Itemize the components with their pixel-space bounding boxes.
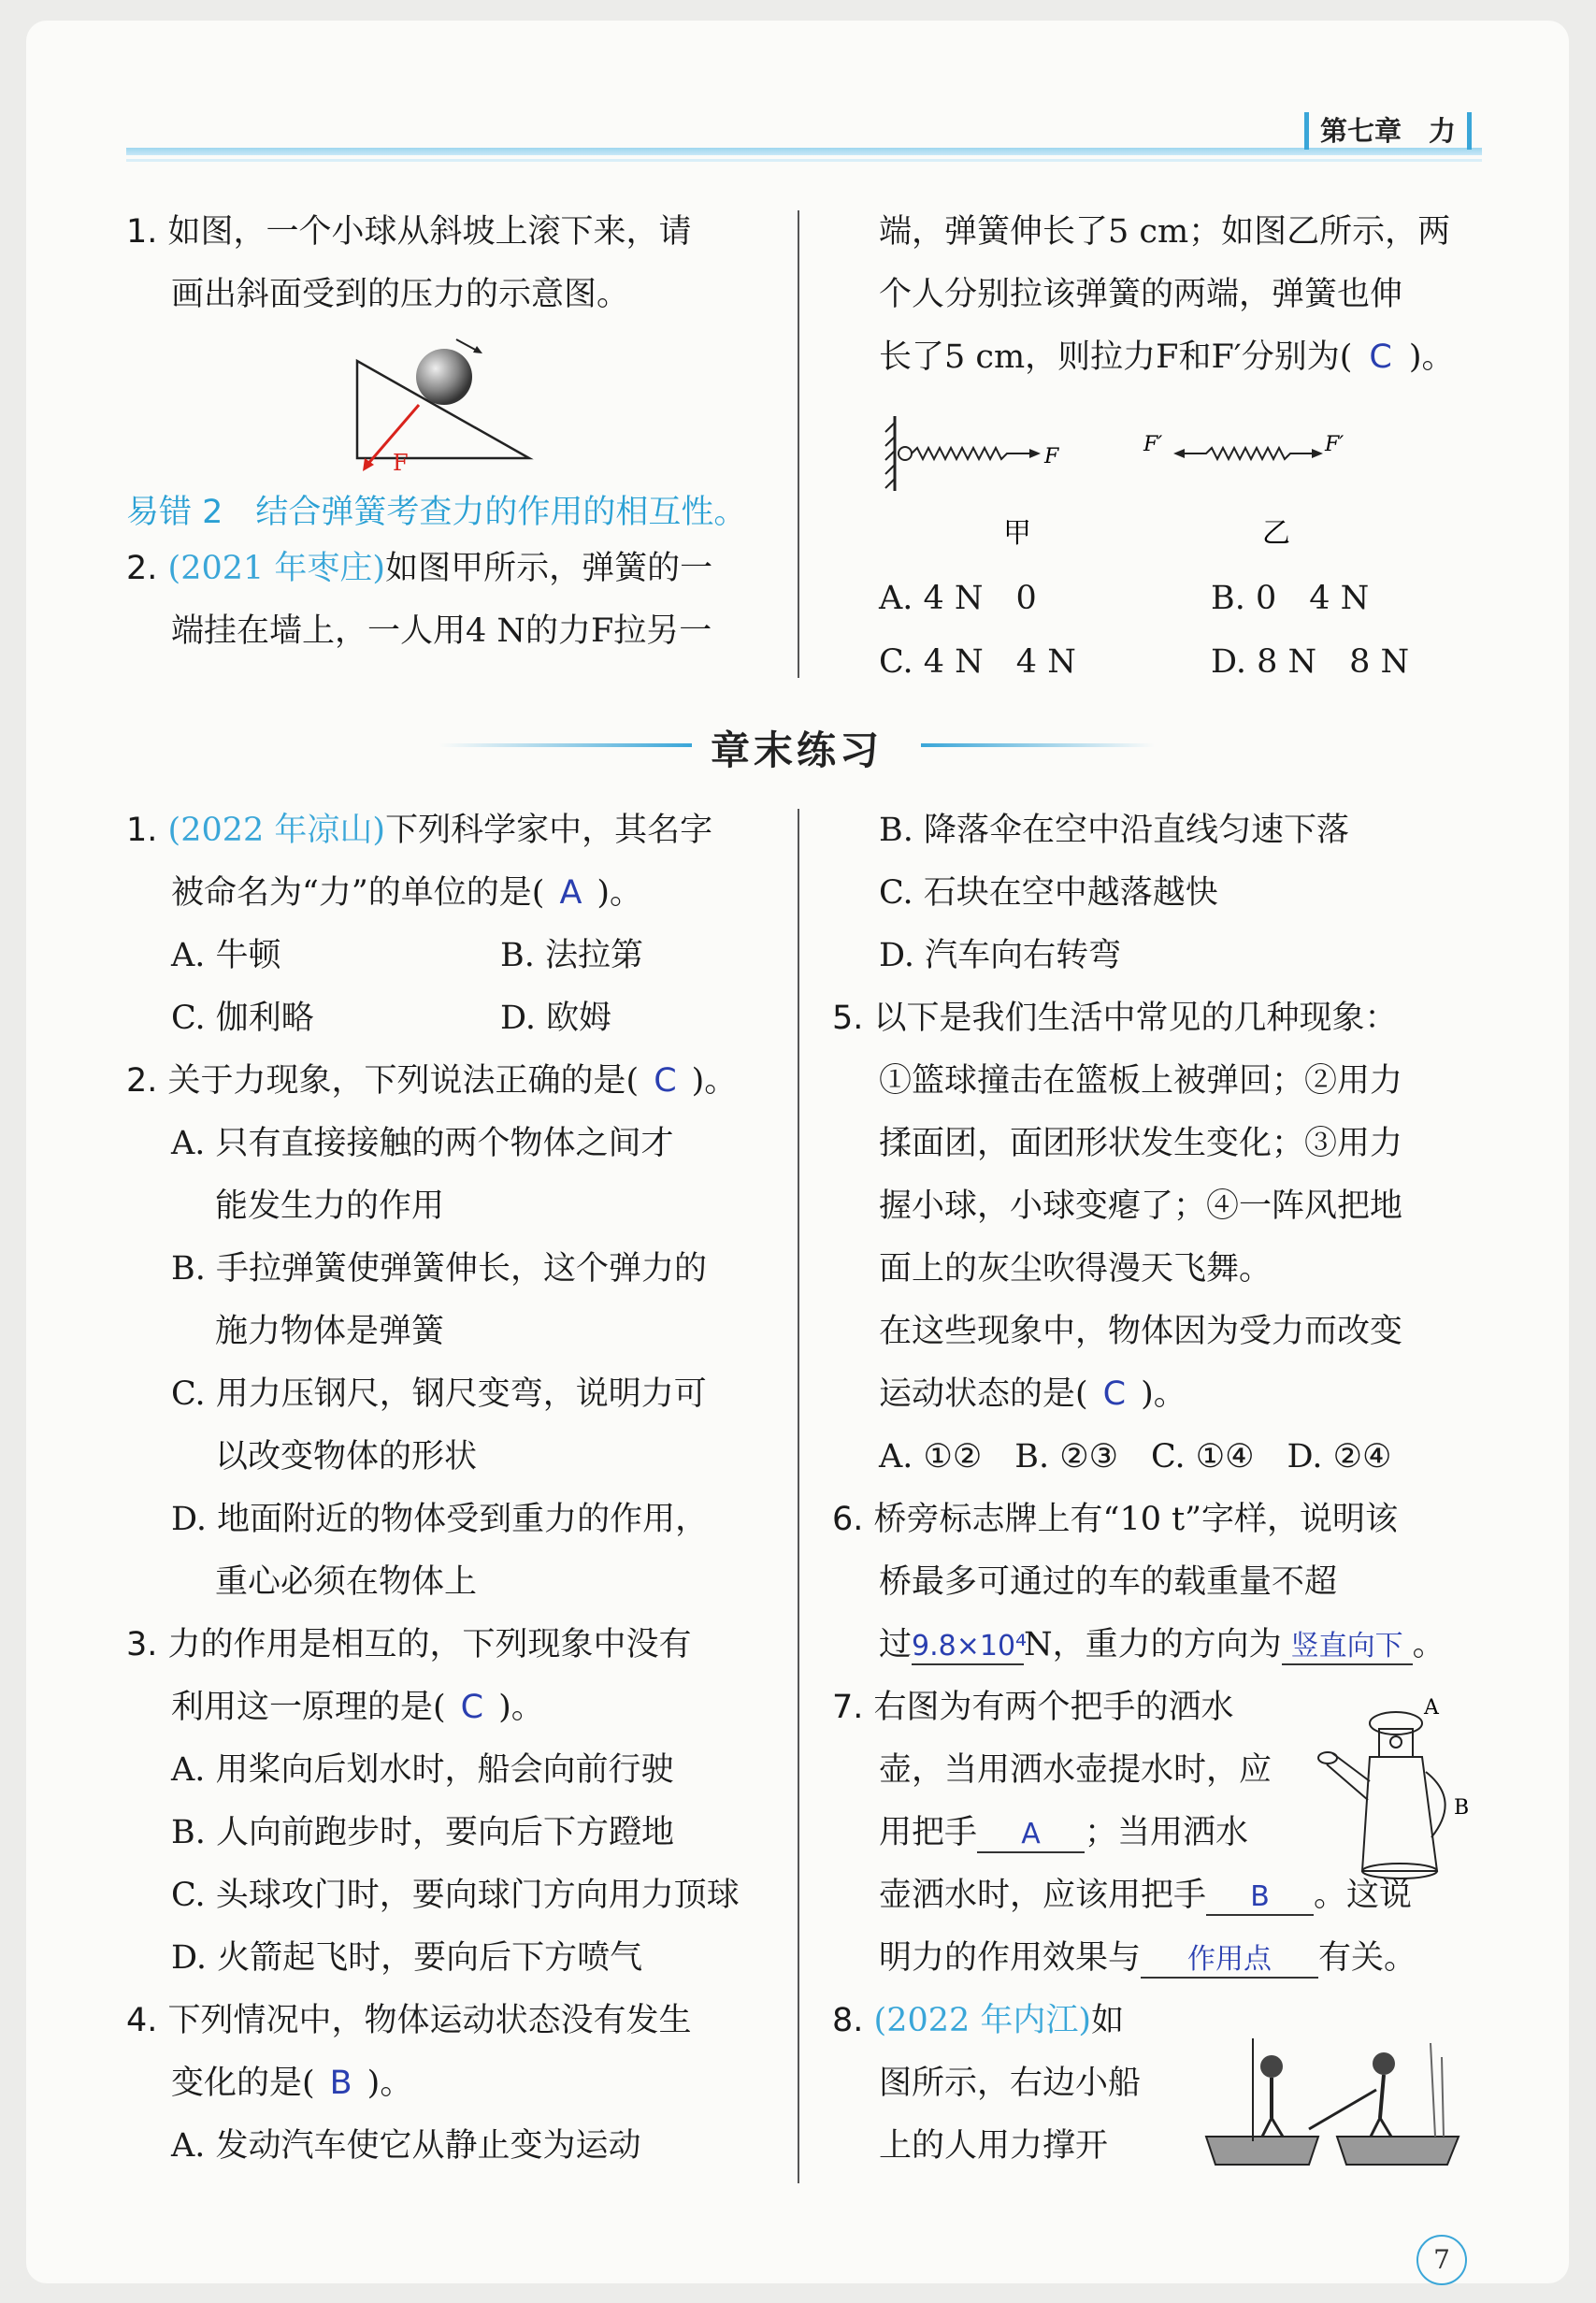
error-prone-heading: 易错 2 结合弹簧考查力的作用的相互性。 [126, 494, 747, 531]
force-label-f: F [393, 450, 409, 475]
section-title: 章末练习 [711, 727, 884, 773]
q2-option-d-line1: D. 地面附近的物体受到重力的作用， [171, 1501, 709, 1538]
q2-option-a-line1: A. 只有直接接触的两个物体之间才 [171, 1125, 674, 1162]
reeds-2 [1442, 2057, 1444, 2137]
q4-option-b: B. 降落伞在空中沿直线匀速下落 [879, 812, 1349, 849]
spring-b [1183, 448, 1314, 459]
header-rule [126, 148, 1482, 155]
q7-line2: 壶，当用洒水壶提水时，应 [879, 1751, 1272, 1789]
q5-line5: 面上的灰尘吹得漫天飞舞。 [879, 1250, 1272, 1288]
q1-line1: 1. (2022 年凉山)下列科学家中，其名字 [126, 812, 713, 849]
label-f-prime-left: F′ [1143, 433, 1163, 456]
q1-option-b: B. 法拉第 [500, 937, 643, 974]
q5-line7: 运动状态的是( C )。 [879, 1375, 1186, 1413]
column-divider-main [798, 809, 799, 2183]
top-q2-option-c: C. 4 N 4 N [879, 643, 1076, 681]
q8-line1: 8. (2022 年内江)如 [832, 2002, 1125, 2039]
top-q2-line3: 端，弹簧伸长了5 cm；如图乙所示，两 [879, 213, 1451, 251]
top-q2-option-a: A. 4 N 0 [879, 580, 1037, 617]
right-person-leg-1 [1371, 2118, 1380, 2137]
q1-line2: 被命名为“力”的单位的是( A )。 [171, 874, 643, 912]
q2-option-c-line1: C. 用力压钢尺，钢尺变弯，说明力可 [171, 1375, 707, 1413]
q2-line1: 2. 关于力现象，下列说法正确的是( C )。 [126, 1062, 738, 1100]
q1-option-c: C. 伽利略 [171, 1000, 314, 1037]
top-q1-line1: 1. 如图，一个小球从斜坡上滚下来，请 [126, 213, 692, 251]
top-q2-line5: 长了5 cm，则拉力F和F′分别为( C )。 [879, 338, 1455, 376]
q7-line4: 壶洒水时，应该用把手 B 。这说 [879, 1877, 1413, 1914]
q7-line1: 7. 右图为有两个把手的洒水 [832, 1689, 1234, 1726]
q3-option-b: B. 人向前跑步时，要向后下方蹬地 [171, 1814, 674, 1851]
label-b: B [1454, 1796, 1470, 1820]
q8-line2: 图所示，右边小船 [879, 2065, 1142, 2102]
pushing-pole [1309, 2090, 1376, 2129]
q2-option-d-line2: 重心必须在物体上 [215, 1563, 478, 1601]
section-rule-left [439, 743, 692, 747]
right-person-head [1373, 2052, 1395, 2075]
column-divider-top [798, 210, 799, 678]
left-person-leg-1 [1262, 2118, 1272, 2137]
label-a: A [1424, 1697, 1439, 1720]
label-f-prime-right: F′ [1325, 433, 1344, 456]
left-person-head [1260, 2055, 1283, 2078]
q4-line1: 4. 下列情况中，物体运动状态没有发生 [126, 2002, 692, 2039]
spout-lower [1327, 1764, 1368, 1800]
reeds [1431, 2043, 1435, 2137]
can-cap [1390, 1736, 1402, 1748]
q2-option-c-line2: 以改变物体的形状 [215, 1438, 478, 1475]
q7-answer-1: A [977, 1818, 1085, 1853]
spout-head [1318, 1752, 1337, 1763]
q7-answer-2: B [1206, 1880, 1314, 1916]
left-person-leg-2 [1272, 2118, 1283, 2137]
q1-option-d: D. 欧姆 [500, 1000, 612, 1037]
right-person-leg-2 [1380, 2118, 1391, 2137]
chapter-title: 第七章 力 [1304, 112, 1472, 150]
q7-answer-3: 作用点 [1141, 1943, 1318, 1979]
q3-option-a: A. 用桨向后划水时，船会向前行驶 [171, 1751, 674, 1789]
q4-option-a: A. 发动汽车使它从静止变为运动 [171, 2127, 641, 2165]
q7-line5: 明力的作用效果与 作用点 有关。 [879, 1939, 1417, 1977]
right-person-body [1380, 2075, 1384, 2118]
caption-yi: 乙 [1262, 517, 1290, 550]
spring-a-arrow [1029, 449, 1041, 458]
top-q2-line4: 个人分别拉该弹簧的两端，弹簧也伸 [879, 276, 1403, 313]
q3-option-d: D. 火箭起飞时，要向后下方喷气 [171, 1939, 643, 1977]
ball [416, 349, 472, 405]
q4-line2: 变化的是( B )。 [171, 2065, 413, 2102]
top-q2-option-d: D. 8 N 8 N [1211, 643, 1410, 681]
q6-line3: 过9.8×10⁴N，重力的方向为 竖直向下 。 [879, 1626, 1445, 1663]
top-q2-line2: 端挂在墙上，一人用4 N的力F拉另一 [171, 612, 712, 650]
can-body [1362, 1757, 1437, 1871]
handle-a [1370, 1712, 1422, 1734]
q6-answer-weight: 9.8×10⁴ [912, 1630, 1024, 1665]
header-rule-thin [126, 159, 1482, 162]
q2-option-b-line1: B. 手拉弹簧使弹簧伸长，这个弹力的 [171, 1250, 707, 1288]
q5-line2: ①篮球撞击在篮板上被弹回；②用力 [879, 1062, 1403, 1100]
label-f: F [1044, 445, 1059, 468]
q5-line4: 握小球，小球变瘪了；④一阵风把地 [879, 1187, 1403, 1225]
spout-upper [1332, 1753, 1370, 1781]
q5-options: A. ①② B. ②③ C. ①④ D. ②④ [879, 1438, 1392, 1475]
spring-b-arrow-right [1312, 449, 1323, 458]
q1-option-a: A. 牛顿 [171, 937, 281, 974]
q6-line1: 6. 桥旁标志牌上有“10 t”字样，说明该 [832, 1501, 1399, 1538]
q8-line3: 上的人用力撑开 [879, 2127, 1109, 2165]
q4-option-c: C. 石块在空中越落越快 [879, 874, 1218, 912]
top-q2-line1: 2. (2021 年枣庄)如图甲所示，弹簧的一 [126, 550, 713, 587]
top-q1-line2: 画出斜面受到的压力的示意图。 [171, 276, 630, 313]
spring-loop [899, 447, 912, 460]
watering-can-figure [1314, 1697, 1477, 1893]
top-q2-option-b: B. 0 4 N [1211, 580, 1370, 617]
incline-figure [346, 335, 552, 475]
q5-line1: 5. 以下是我们生活中常见的几种现象： [832, 1000, 1398, 1037]
q4-option-d: D. 汽车向右转弯 [879, 937, 1122, 974]
q3-line1: 3. 力的作用是相互的，下列现象中没有 [126, 1626, 692, 1663]
q6-answer-direction: 竖直向下 [1282, 1630, 1413, 1665]
q5-line3: 揉面团，面团形状发生变化；③用力 [879, 1125, 1403, 1162]
caption-jia: 甲 [1003, 517, 1031, 550]
spring-a [912, 448, 1033, 459]
q2-option-b-line2: 施力物体是弹簧 [215, 1313, 445, 1350]
page-number: 7 [1416, 2235, 1467, 2285]
left-boat [1206, 2137, 1318, 2165]
q7-line3: 用把手 A ；当用洒水 [879, 1814, 1249, 1851]
right-boat [1337, 2137, 1459, 2165]
q2-option-a-line2: 能发生力的作用 [215, 1187, 445, 1225]
boats-figure [1197, 2024, 1477, 2174]
q3-line2: 利用这一原理的是( C )。 [171, 1689, 544, 1726]
q3-option-c: C. 头球攻门时，要向球门方向用力顶球 [171, 1877, 740, 1914]
q5-line6: 在这些现象中，物体因为受力而改变 [879, 1313, 1403, 1350]
spring-figure [884, 411, 1426, 552]
q6-line2: 桥最多可通过的车的载重量不超 [879, 1563, 1338, 1601]
section-rule-right [921, 743, 1155, 747]
